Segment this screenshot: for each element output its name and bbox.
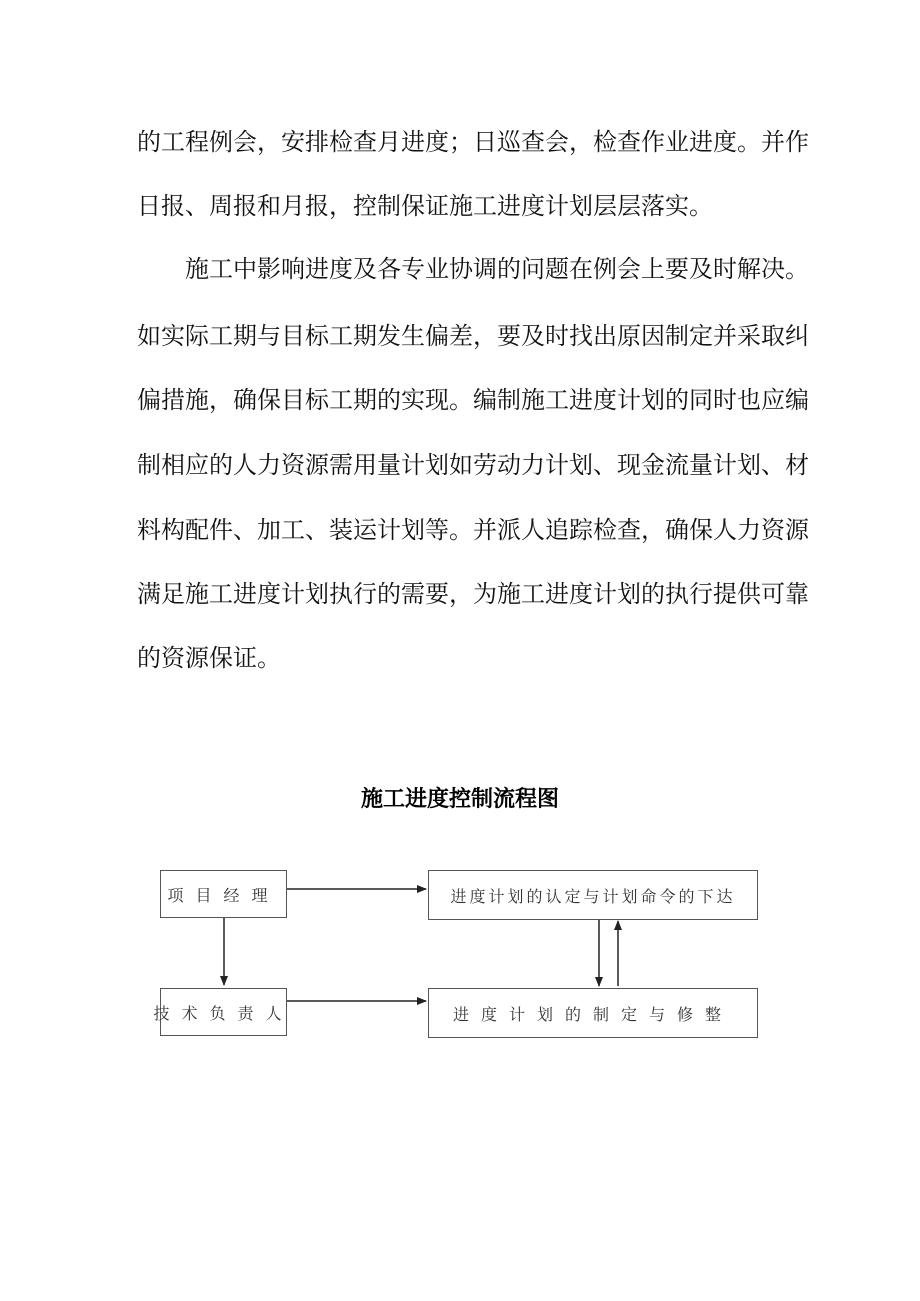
- paragraph-line-9: 的资源保证。: [137, 644, 281, 672]
- node-plan-revision: 进度计划的制定与修整: [428, 988, 758, 1038]
- node-plan-approval: 进度计划的认定与计划命令的下达: [428, 870, 758, 920]
- paragraph-line-2: 日报、周报和月报，控制保证施工进度计划层层落实。: [137, 192, 713, 220]
- flowchart-title: 施工进度控制流程图: [360, 787, 559, 812]
- paragraph-line-8: 满足施工进度计划执行的需要，为施工进度计划的执行提供可靠: [137, 580, 809, 608]
- node-tech-lead: 技术负责人: [160, 988, 287, 1036]
- paragraph-line-7: 料构配件、加工、装运计划等。并派人追踪检查，确保人力资源: [137, 516, 809, 544]
- paragraph-line-5: 偏措施，确保目标工期的实现。编制施工进度计划的同时也应编: [137, 386, 809, 414]
- node-project-manager: 项目经理: [160, 870, 287, 918]
- flowchart: [0, 860, 920, 1024]
- paragraph-line-1: 的工程例会，安排检查月进度；日巡查会，检查作业进度。并作: [137, 128, 809, 156]
- paragraph-line-4: 如实际工期与目标工期发生偏差，要及时找出原因制定并采取纠: [137, 322, 809, 350]
- paragraph-line-3: 施工中影响进度及各专业协调的问题在例会上要及时解决。: [137, 255, 809, 283]
- paragraph-line-6: 制相应的人力资源需用量计划如劳动力计划、现金流量计划、材: [137, 451, 809, 479]
